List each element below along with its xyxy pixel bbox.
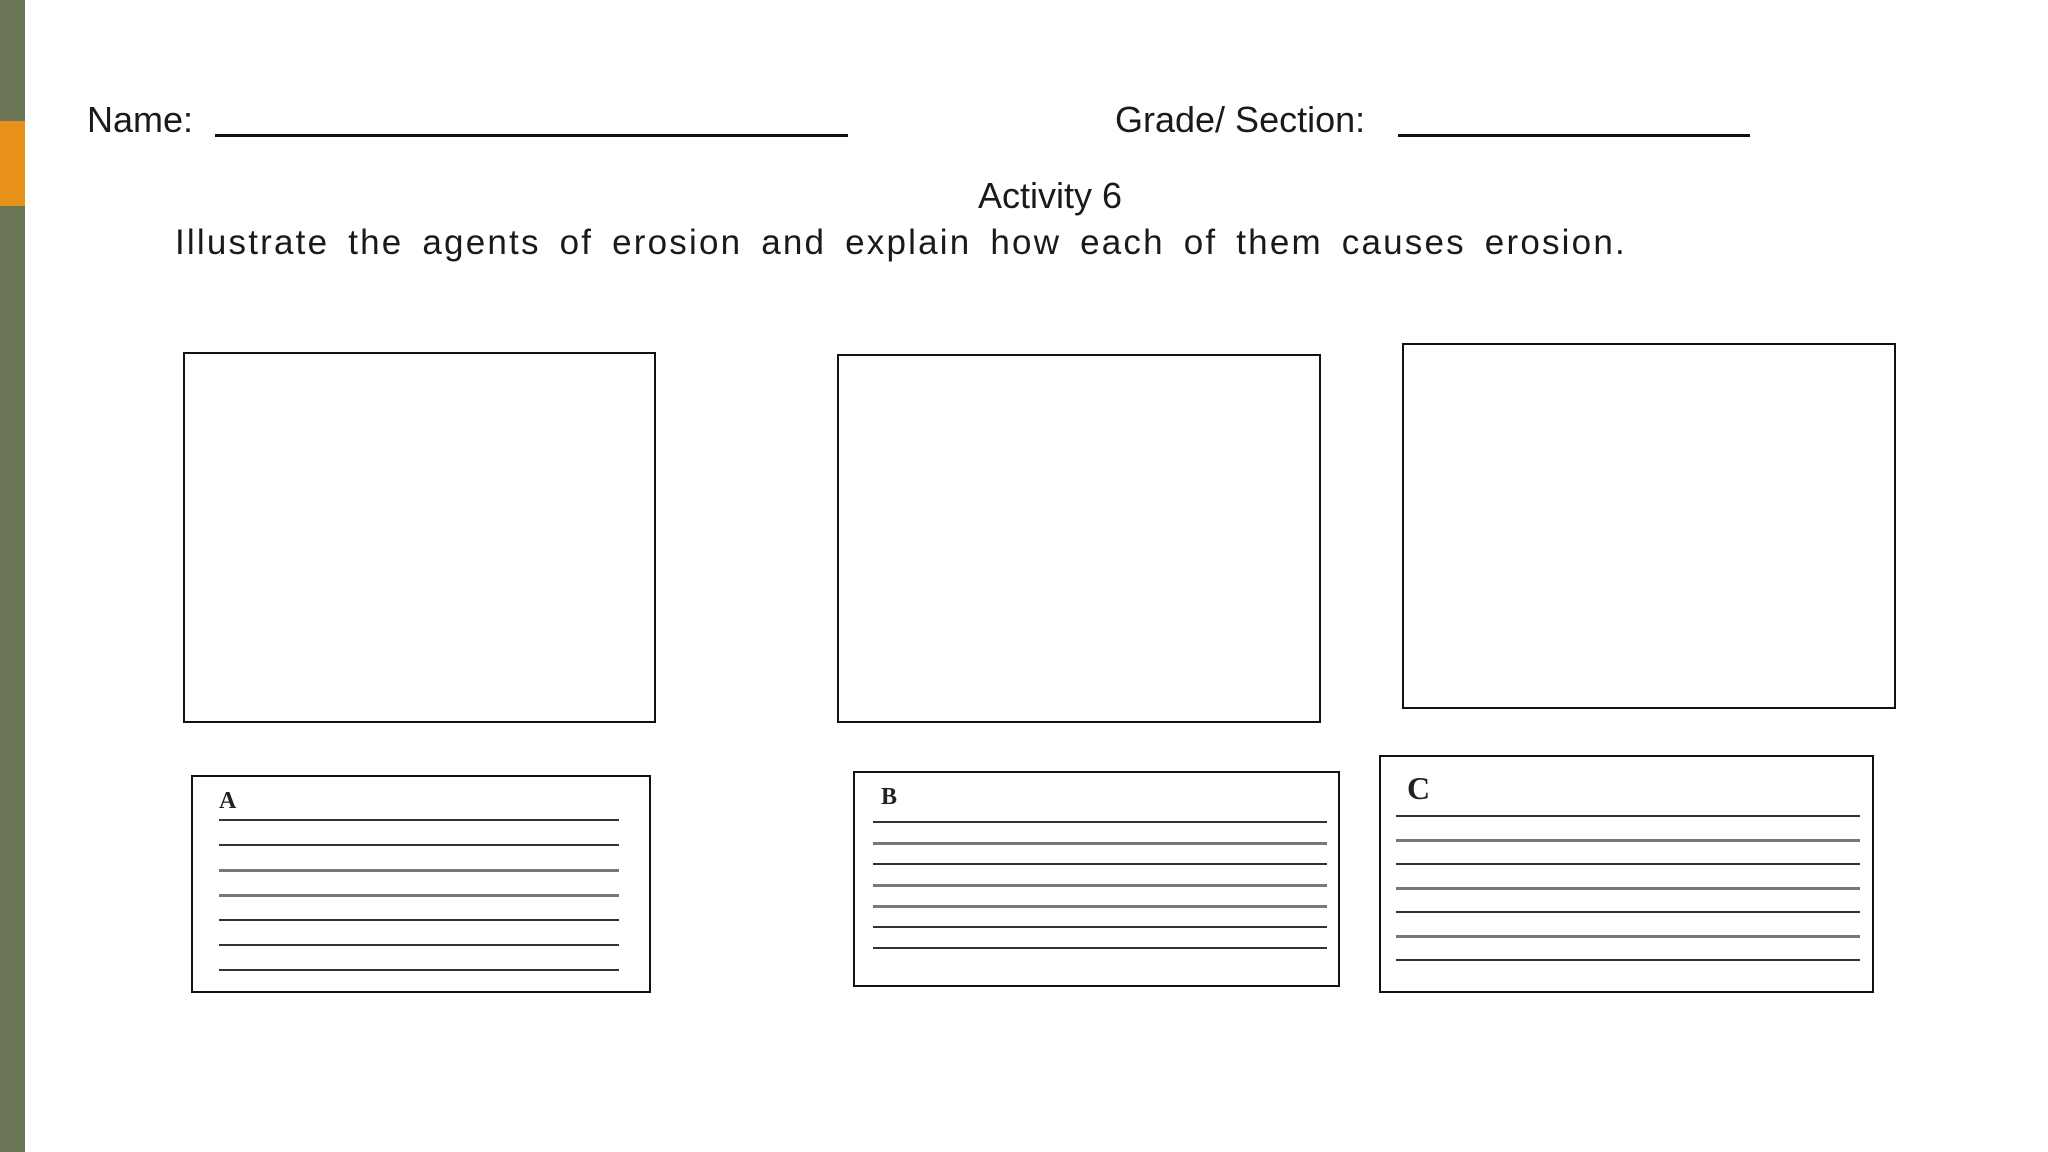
explanation-box-b[interactable]: [853, 771, 1340, 987]
name-label: Name:: [87, 99, 194, 140]
writing-line: [873, 842, 1327, 845]
box-letter-c: C: [1407, 770, 1431, 806]
writing-line: [873, 947, 1327, 949]
writing-line: [873, 884, 1327, 887]
writing-line: [219, 919, 619, 921]
explanation-box-c[interactable]: [1379, 755, 1874, 993]
writing-line: [219, 819, 619, 821]
activity-title: Activity 6: [977, 175, 1123, 216]
explanation-box-a[interactable]: [191, 775, 651, 993]
writing-line: [219, 894, 619, 897]
writing-line: [1396, 959, 1860, 961]
grade-section-blank[interactable]: [1398, 134, 1750, 137]
writing-line: [219, 869, 619, 872]
writing-line: [1396, 935, 1860, 938]
box-letter-b: B: [881, 784, 898, 810]
writing-line: [1396, 887, 1860, 890]
name-blank[interactable]: [215, 134, 848, 137]
activity-instructions: Illustrate the agents of erosion and explain how each of them causes erosion.: [175, 223, 1627, 262]
writing-line: [873, 821, 1327, 823]
box-letter-a: A: [219, 788, 237, 814]
writing-line: [219, 969, 619, 971]
writing-line: [219, 944, 619, 946]
writing-line: [1396, 839, 1860, 842]
writing-line: [873, 863, 1327, 865]
writing-line: [219, 844, 619, 846]
writing-line: [1396, 815, 1860, 817]
illustration-box-b[interactable]: [837, 354, 1321, 723]
illustration-box-a[interactable]: [183, 352, 656, 723]
writing-line: [873, 926, 1327, 928]
grade-section-label: Grade/ Section:: [1115, 99, 1366, 140]
illustration-box-c[interactable]: [1402, 343, 1896, 709]
writing-line: [873, 905, 1327, 908]
writing-line: [1396, 863, 1860, 865]
writing-line: [1396, 911, 1860, 913]
